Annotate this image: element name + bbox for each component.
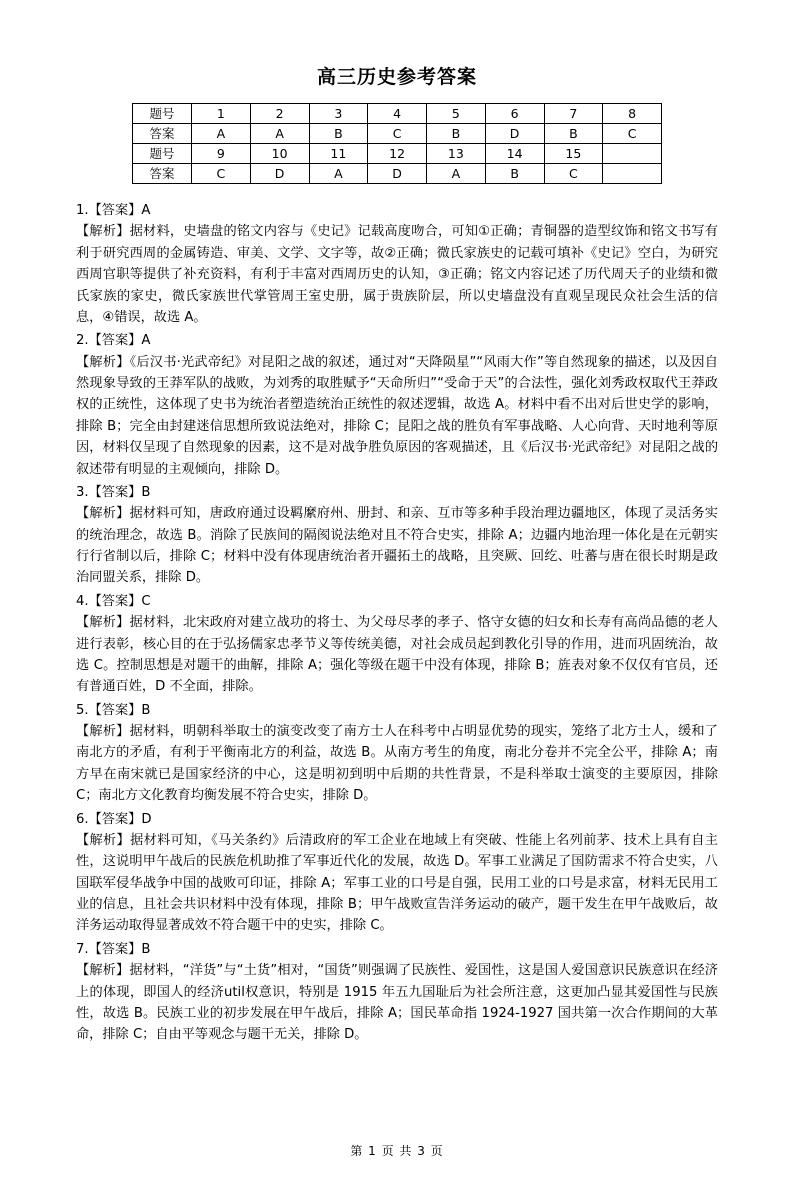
table-cell: A [250, 124, 309, 144]
document-page [0, 62, 794, 1185]
answer-line-4: 4.【答案】C [76, 593, 151, 609]
table-cell: 9 [192, 144, 251, 164]
answer-line-7: 7.【答案】B [76, 941, 151, 957]
explanations-body [76, 200, 718, 1046]
table-cell: 6 [485, 104, 544, 124]
table-row [133, 144, 662, 164]
table-row [133, 104, 662, 124]
table-cell: 10 [250, 144, 309, 164]
table-cell: C [544, 164, 603, 184]
explanation-5: 【解析】据材料，明朝科举取士的演变改变了南方士人在科考中占明显优势的现实，笼络了北方士人，缓和了南北方的矛盾，有利于平衡南北方的利益，故选 B。从南方考生的角度，南北分卷并不完全公平，排除 A；南方早在南宋就已是国家经济的中心，这是明初到明中后期的共性背景，不是科举取士演变的主要原因，排除 C；南北方文化教育均衡发展不符合史实，排除 D。 [76, 724, 718, 804]
table-cell: 1 [192, 104, 251, 124]
table-cell: 7 [544, 104, 603, 124]
row-label: 答案 [133, 164, 192, 184]
table-cell: 2 [250, 104, 309, 124]
table-cell [603, 164, 662, 184]
explanation-7: 【解析】据材料，“洋货”与“土货”相对，“国货”则强调了民族性、爱国性，这是国人爱国意识民族意识在经济上的体现，即国人的经济util权意识，特别是 1915 年五九国耻后为社会所注意，这更加凸显其爱国性与民族性，故选 B。民族工业的初步发展在甲午战后，排除 A；国民革命指 1924-1927 国共第一次合作期间的大革命，排除 C；自由平等观念与题干无关，排除 D。 [76, 963, 718, 1043]
answer-key-table [132, 103, 662, 184]
table-cell: D [250, 164, 309, 184]
row-label: 题号 [133, 104, 192, 124]
page-title: 高三历史参考答案 [316, 66, 477, 88]
table-cell: 8 [603, 104, 662, 124]
table-cell: 3 [309, 104, 368, 124]
table-cell: C [192, 164, 251, 184]
explanation-6: 【解析】据材料可知，《马关条约》后清政府的军工企业在地域上有突破、性能上名列前茅、技术上具有自主性，这说明甲午战后的民族危机助推了军事近代化的发展，故选 D。军事工业满足了国防需求不符合史实，八国联军侵华战争中国的战败可印证，排除 A；军事工业的口号是自强，民用工业的口号是求富，材料无民用工业的信息，且社会共识材料中没有体现，排除 B；甲午战败宣告洋务运动的破产，题干发生在甲午战败后，故洋务运动取得显著成效不符合题干中的史实，排除 C。 [76, 832, 718, 934]
table-cell: A [192, 124, 251, 144]
table-cell: B [544, 124, 603, 144]
explanation-4: 【解析】据材料，北宋政府对建立战功的将士、为父母尽孝的孝子、恪守女德的妇女和长寿有高尚品德的老人进行表彰，核心目的在于弘扬儒家忠孝节义等传统美德，对社会成员起到教化引导的作用，进而巩固统治，故选 C。控制思想是对题干的曲解，排除 A；强化等级在题干中没有体现，排除 B；旌表对象不仅仅有官员，还有普通百姓，D 不全面，排除。 [76, 615, 718, 695]
answer-line-2: 2.【答案】A [76, 333, 151, 349]
table-cell: B [309, 124, 368, 144]
row-label: 题号 [133, 144, 192, 164]
table-cell: C [603, 124, 662, 144]
answer-line-5: 5.【答案】B [76, 702, 151, 718]
table-cell: 4 [368, 104, 427, 124]
table-cell: 5 [427, 104, 486, 124]
answer-line-6: 6.【答案】D [76, 811, 152, 827]
answer-line-3: 3.【答案】B [76, 484, 151, 500]
row-label: 答案 [133, 124, 192, 144]
explanation-3: 【解析】据材料可知，唐政府通过设羁縻府州、册封、和亲、互市等多种手段治理边疆地区，体现了灵活务实的统治理念，故选 B。消除了民族间的隔阂说法绝对且不符合史实，排除 A；边疆内地治理一体化是在元朝实行行省制以后，排除 C；材料中没有体现唐统治者开疆拓土的战略，且突厥、回纥、吐蕃与唐在很长时期是政治同盟关系，排除 D。 [76, 506, 718, 586]
explanation-2: 【解析】《后汉书·光武帝纪》对昆阳之战的叙述，通过对“天降陨星”“风雨大作”等自然现象的描述，以及因自然现象导致的王莽军队的战败，为刘秀的取胜赋予“天命所归”“受命于天”的合法性，强化刘秀政权取代王莽政权的正统性，这体现了史书为统治者塑造统治正统性的叙述逻辑，故选 A。材料中看不出对后世史学的影响，排除 B；完全由封建迷信思想所致说法绝对，排除 C；昆阳之战的胜负有军事战略、人心向背、天时地利等原因，材料仅呈现了自然现象的因素，这不是对战争胜负原因的客观描述，且《后汉书·光武帝纪》对昆阳之战的叙述带有明显的主观倾向，排除 D。 [76, 354, 718, 477]
table-cell: A [309, 164, 368, 184]
table-cell: 14 [485, 144, 544, 164]
table-cell: D [485, 124, 544, 144]
table-cell: 11 [309, 144, 368, 164]
table-row [133, 164, 662, 184]
explanation-1: 【解析】据材料，史墙盘的铭文内容与《史记》记载高度吻合，可知①正确；青铜器的造型纹饰和铭文书写有利于研究西周的金属铸造、审美、文学、文字等，故②正确；微氏家族史的记载可填补《史记》空白，为研究西周官职等提供了补充资料，有利于丰富对西周历史的认知，③正确；铭文内容记述了历代周天子的业绩和微氏家族的家史，微氏家族世代掌管周王室史册，属于贵族阶层，所以史墙盘没有直观呈现民众社会生活的信息，④错误，故选 A。 [76, 224, 718, 325]
table-cell: A [427, 164, 486, 184]
table-cell [603, 144, 662, 164]
table-row [133, 124, 662, 144]
table-cell: B [485, 164, 544, 184]
answer-line-1: 1.【答案】A [76, 203, 151, 218]
table-cell: 15 [544, 144, 603, 164]
table-cell: 13 [427, 144, 486, 164]
table-cell: C [368, 124, 427, 144]
page-footer: 第 1 页 共 3 页 [350, 1144, 444, 1158]
table-cell: D [368, 164, 427, 184]
table-cell: 12 [368, 144, 427, 164]
table-cell: B [427, 124, 486, 144]
